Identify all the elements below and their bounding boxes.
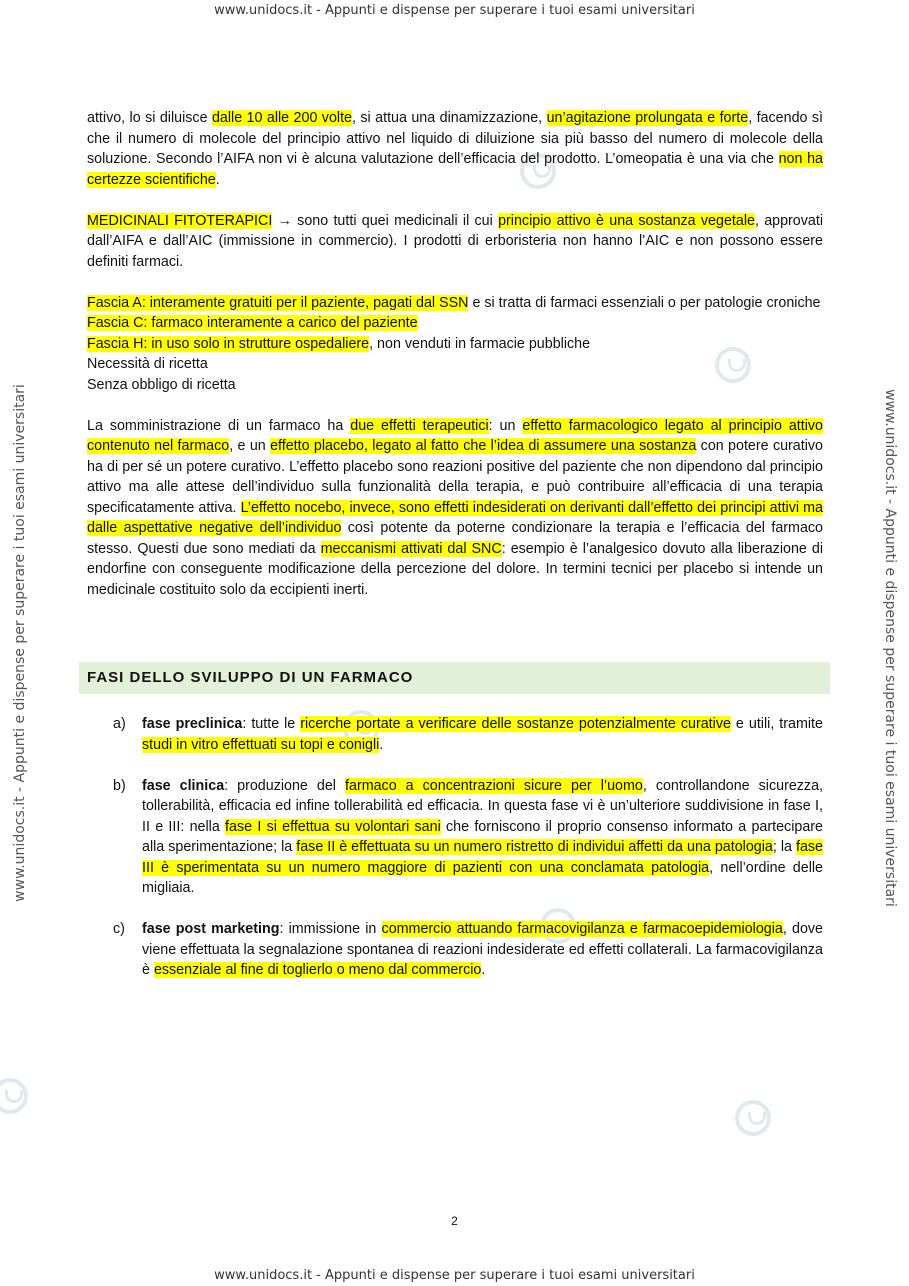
document-body xyxy=(87,108,823,621)
paragraph-omeopatia xyxy=(87,108,823,190)
list-marker: a) xyxy=(113,716,126,732)
highlight: Fascia H: in uso solo in strutture ospedaliere xyxy=(87,335,370,352)
highlight: ricerche portate a verificare delle sostanze potenzialmente curative xyxy=(300,716,731,732)
highlight: due effetti terapeutici xyxy=(350,417,489,434)
senza-ricetta-line: Senza obbligo di ricetta xyxy=(87,376,236,393)
highlight: studi in vitro effettuati su topi e conigli xyxy=(142,736,380,753)
text-span: e utili, tramite xyxy=(730,716,823,732)
text-span: → sono tutti quei medicinali il cui xyxy=(272,212,499,229)
text-span: che forniscono il proprio consenso informato a partecipare alla sperimentazione; la xyxy=(142,818,823,855)
text-span: , e un xyxy=(229,438,271,454)
highlight: Fascia C: farmaco interamente a carico del paziente xyxy=(87,315,418,331)
text-span: . xyxy=(215,171,220,188)
watermark-logo-icon xyxy=(0,1078,28,1114)
highlight: principio attivo è una sostanza vegetale xyxy=(498,212,755,229)
text-span: : tutte le xyxy=(242,716,301,732)
section-title: FASI DELLO SVILUPPO DI UN FARMACO xyxy=(87,669,414,686)
text-span: : un xyxy=(488,417,523,434)
highlight: L’effetto nocebo, invece, sono effetti indesiderati on derivanti dall’effetto dei principi attivi ma dalle aspettative negative dell’individuo xyxy=(87,499,823,536)
watermark-side-left: www.unidocs.it - Appunti e dispense per superare i tuoi esami universitari xyxy=(12,384,28,902)
text-span: , approvati dall’AIFA e dall’AIC (immissione in commercio). I prodotti di erboristeria non hanno l’AIC e non possono essere definiti farmaci. xyxy=(87,212,824,270)
highlight: essenziale al fine di toglierlo o meno dal commercio xyxy=(153,962,482,978)
fascia-h-line xyxy=(87,334,823,355)
list-item-clinica xyxy=(113,776,823,899)
paragraph-placebo xyxy=(87,416,823,601)
watermark-logo-icon xyxy=(735,1100,771,1136)
highlight: non ha certezze scientifiche xyxy=(87,151,823,188)
text-span: . xyxy=(481,962,486,978)
ricetta-line: Necessità di ricetta xyxy=(87,356,208,372)
page-number: 2 xyxy=(451,1214,458,1228)
text-span: , facendo sì che il numero di molecole del principio attivo nel liquido di diluizione sia più basso del numero di molecole della soluzione. Secondo l’AIFA non vi è alcuna valutazione dell’efficacia del prodotto. L’omeopatia è una via che xyxy=(87,110,824,167)
text-span: attivo, lo si diluisce xyxy=(87,110,212,126)
list-item-preclinica xyxy=(113,714,823,755)
highlight: meccanismi attivati dal SNC xyxy=(320,540,502,557)
highlight: effetto placebo, legato al fatto che l’idea di assumere una sostanza xyxy=(270,438,697,454)
text-span: La somministrazione di un farmaco ha xyxy=(87,417,351,434)
text-span: e si tratta di farmaci essenziali o per patologie croniche xyxy=(468,294,821,311)
highlight: fase III è sperimentata su un numero maggiore di pazienti con una conclamata patologia xyxy=(142,839,823,876)
highlight: effetto farmacologico legato al principio attivo contenuto nel farmaco xyxy=(87,417,823,454)
text-span: . xyxy=(379,736,384,753)
highlight-heading: MEDICINALI FITOTERAPICI xyxy=(87,212,273,229)
phases-list xyxy=(113,714,823,1001)
highlight: dalle 10 alle 200 volte xyxy=(211,110,353,126)
paragraph-fitoterapici xyxy=(87,211,823,273)
section-heading-bar xyxy=(79,662,830,694)
bold-term: fase preclinica xyxy=(142,716,243,732)
bold-term: fase post marketing xyxy=(142,921,280,937)
text-span: ; la xyxy=(772,839,796,855)
list-item-post-marketing xyxy=(113,919,823,981)
text-span: : immissione in xyxy=(279,921,382,937)
watermark-side-right: www.unidocs.it - Appunti e dispense per superare i tuoi esami universitari xyxy=(882,389,898,907)
text-span: : esempio è l’analgesico dovuto alla liberazione di endorfine con conseguente modificazione della percezione del dolore. In termini tecnici per placebo si intende un medicinale costituito solo da eccipienti inerti. xyxy=(87,540,823,598)
highlight: commercio attuando farmacovigilanza e farmacoepidemiologia xyxy=(381,921,783,937)
text-span: , nell’ordine delle migliaia. xyxy=(142,859,824,896)
text-span: , controllandone sicurezza, tollerabilità, efficacia ed infine tollerabilità ed efficacia. In questa fase vi è un’ulteriore suddivisione in fase I, II e III: nella xyxy=(142,777,823,835)
bold-term: fase clinica xyxy=(142,777,225,794)
highlight: fase I si effettua su volontari sani xyxy=(225,818,441,835)
text-span: , dove viene effettuata la segnalazione spontanea di reazioni indesiderate ed effetti collaterali. La farmacovigilanza è xyxy=(142,921,823,978)
highlight: fase II è effettuata su un numero ristretto di individui affetti da una patologia xyxy=(296,839,773,855)
highlight: Fascia A: interamente gratuiti per il paziente, pagati dal SSN xyxy=(87,294,469,311)
list-marker: c) xyxy=(113,921,125,937)
fascia-c-line xyxy=(87,313,823,334)
highlight: un’agitazione prolungata e forte xyxy=(546,110,749,126)
text-span: così potente da poterne condizionare la terapia e l’efficacia del farmaco stesso. Questi due sono mediati da xyxy=(87,520,823,557)
paragraph-fasce xyxy=(87,293,823,396)
text-span: : produzione del xyxy=(224,777,346,794)
text-span: , non venduti in farmacie pubbliche xyxy=(369,335,591,352)
list-marker: b) xyxy=(113,777,126,794)
highlight: farmaco a concentrazioni sicure per l’uomo xyxy=(345,777,643,794)
watermark-top: www.unidocs.it - Appunti e dispense per superare i tuoi esami universitari xyxy=(214,3,695,18)
text-span: , si attua una dinamizzazione, xyxy=(352,110,547,126)
text-span: con potere curativo ha di per sé un potere curativo. L’effetto placebo sono reazioni positive del paziente che non dipendono dal principio attivo ma alle attese dell’individuo sulla funzionalità della terapia, e può contribuire all’efficacia di una terapia specificatamente attiva. xyxy=(87,438,823,516)
watermark-bottom: www.unidocs.it - Appunti e dispense per superare i tuoi esami universitari xyxy=(214,1268,695,1283)
